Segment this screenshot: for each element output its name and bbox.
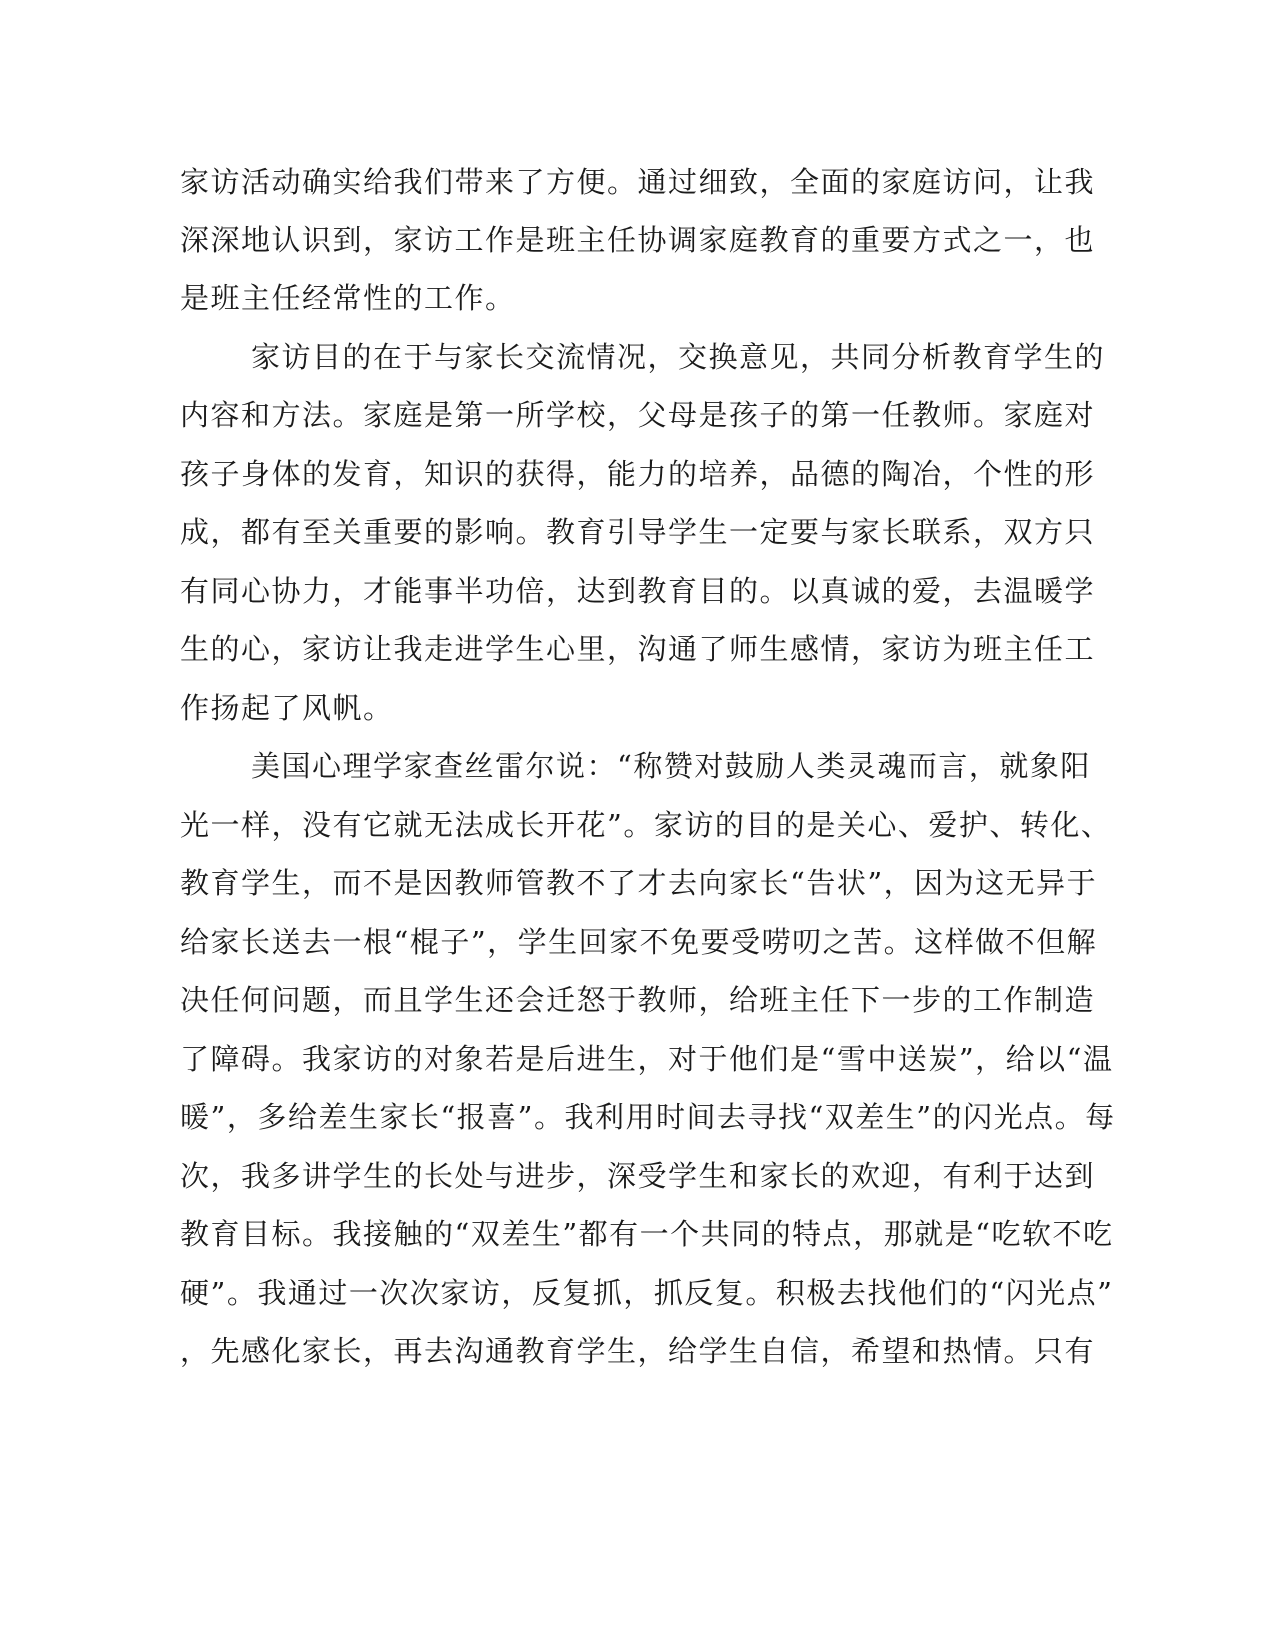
text-line: 家访活动确实给我们带来了方便。通过细致，全面的家庭访问，让我 xyxy=(180,165,1096,199)
text-line: 有同心协力，才能事半功倍，达到教育目的。以真诚的爱，去温暖学 xyxy=(180,574,1096,608)
text-line: 家访目的在于与家长交流情况，交换意见，共同分析教育学生的 xyxy=(251,340,1106,374)
text-line: 内容和方法。家庭是第一所学校，父母是孩子的第一任教师。家庭对 xyxy=(180,398,1096,432)
text-line: 硬”。我通过一次次家访，反复抓，抓反复。积极去找他们的“闪光点” xyxy=(180,1276,1114,1310)
text-line: 教育目标。我接触的“双差生”都有一个共同的特点，那就是“吃软不吃 xyxy=(180,1217,1114,1251)
text-line: 生的心，家访让我走进学生心里，沟通了师生感情，家访为班主任工 xyxy=(180,632,1096,666)
text-line: 是班主任经常性的工作。 xyxy=(180,281,516,315)
text-line: 决任何问题，而且学生还会迁怒于教师，给班主任下一步的工作制造 xyxy=(180,983,1096,1017)
text-line: ，先感化家长，再去沟通教育学生，给学生自信，希望和热情。只有 xyxy=(180,1334,1096,1368)
text-line: 给家长送去一根“棍子”，学生回家不免要受唠叨之苦。这样做不但解 xyxy=(180,925,1098,959)
text-line: 光一样，没有它就无法成长开花”。家访的目的是关心、爱护、转化、 xyxy=(180,808,1112,842)
text-line: 教育学生，而不是因教师管教不了才去向家长“告状”，因为这无异于 xyxy=(180,866,1098,900)
text-line: 暖”，多给差生家长“报喜”。我利用时间去寻找“双差生”的闪光点。每 xyxy=(180,1100,1116,1134)
text-line: 作扬起了风帆。 xyxy=(180,691,394,725)
text-line: 了障碍。我家访的对象若是后进生，对于他们是“雪中送炭”，给以“温 xyxy=(180,1042,1114,1076)
text-line: 成，都有至关重要的影响。教育引导学生一定要与家长联系，双方只 xyxy=(180,515,1096,549)
text-line: 孩子身体的发育，知识的获得，能力的培养，品德的陶冶，个性的形 xyxy=(180,457,1096,491)
text-line: 美国心理学家查丝雷尔说：“称赞对鼓励人类灵魂而言，就象阳 xyxy=(251,749,1091,783)
text-line: 次，我多讲学生的长处与进步，深受学生和家长的欢迎，有利于达到 xyxy=(180,1159,1096,1193)
text-line: 深深地认识到，家访工作是班主任协调家庭教育的重要方式之一，也 xyxy=(180,223,1096,257)
